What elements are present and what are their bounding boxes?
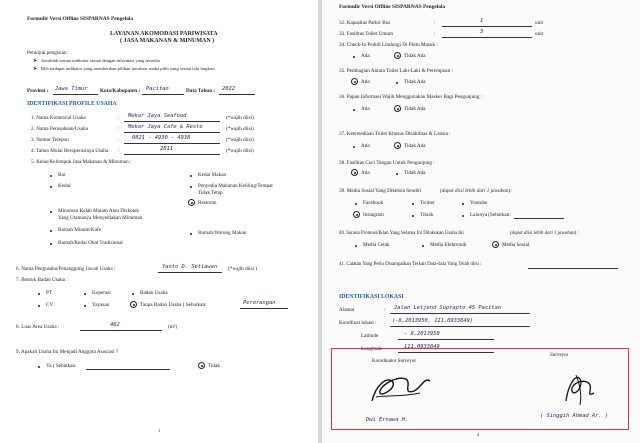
q6-value[interactable]: Yanto D. Setiawan [162,264,218,270]
option-koperasi[interactable]: Koperasi [92,290,111,296]
longitude-label: Longitude [361,346,383,352]
option-facebook[interactable]: Facebook [363,200,384,206]
option-badan-usaha[interactable]: Badan Usaha [140,290,168,296]
option-kedai-makan[interactable]: Kedai Makan [198,172,227,178]
q6-label: 6. Nama Pengusaha/Penanggung Jawab Usaha : [16,266,116,272]
q5-label: 5. Kelas/Kelompok Jasa Makanan & Minuman : [31,159,132,165]
form-page-right: Formulir Versi Offline SISPARNAS Pengelola 32. Kapasitas Parkir Bus : 1 unit 33. Fasilitas Toilet Umum : 3 unit 34. Check-In Peduli Lindungi Di Pintu Masuk : Ada Tidak Ada 35. Pembagian Antara Toilet Laki-Laki & Perempuan : Ada Tidak Ada 36. Papan Informasi Wajib Menggunakan Masker Bagi Pengunjung : Ada Tidak Ada 37. Ketersediaan Toilet Khusus Disabilitas & Lansia : Ada Tidak Ada 38. Fasilitas Cuci Tangan Untuk Pengunjung : Ada Tidak Ada 39. Media Sosial Yang Dikelola Sendiri (dapat diisi lebih dari 1 jawaban): Facebook Twitter Youtube Instagram Tiktok Lainnya (Sebutkan: 40. Sarana Promosi/Iklan Yang Selama Ini Dilakukan Usaha Ini (dapat diisi lebih dari 1 jawaban) : Media Cetak Media Elektronik Media Sosial 41. Catatan Yang Perlu Disampaikan Terkait Data-data Yang Telah diisi : IDENTIFIKASI LOKASI Alamat : Jalan Letjend Suprapto 45 Pacitan Koordinat lokasi : (-8,2013950, 111,0933849) Latitude - 8,2013950 Longitude 111,0933849 4 [322,0,640,443]
radio-tanpa-badan-selected[interactable] [130,301,137,308]
form-page-left: Formulir Versi Offline SISPARNAS Pengelola LAYANAN AKOMODASI PARIWISATA ( JASA MAKANAN & MINUMAN ) Petunjuk pengisian : ➤ Jawablah semua indikator sesuai dengan informasi yang tersedia ➤ Bila terdapat indikator yang memberikan pilihan jawaban, maka pilih yang sesuai lalu lingkari Provinsi : Jawa Timur Kota/Kabupaten : Pacitan Data Tahun : 2022 IDENTIFIKASI PROFILE USAHA 1. Nama Komersial Usaha : Mekar Jaya Seafood (*wajib diisi) 2. Nama Perusahaan/Usaha : Mekar Jaya Cafe & Resto (*wajib diisi) 3. Nomor Telepon : 0821 - 4930 - 4938 (*wajib diisi) 4. Tahun Mulai Beroperasinya Usaha : 2011 (*wajib diisi) 5. Kelas/Kelompok Jasa Makanan & Minuman : Bar Kedai Kedai Makan Penyedia Makanan Keliling/Tempat Tidak Tetap Restoran Minuman Kelab Malam Atau Diskotek Yang Utamanya Menyediakan Minuman Rumah Minum/Kafe Rumah/Warung Makan Rumah/Kedai Obat Tradisional 6. Nama Pengusaha/Penanggung Jawab Usaha : Yanto D. Setiawan (*wajib diisi ) 7. Bentuk Badan Usaha : PT Koperasi Badan Usaha CV Yayasan Tanpa Badan Usaha ( Sebutkan: Perorangan 8. Luas Area Usaha : 462 (m²) 9. Apakah Usaha Ini Menjadi Anggota Asosiasi ? Ya ( Sebutkan: Tidak 1 [0,0,318,443]
option-instagram[interactable]: Instagram [363,212,384,218]
option-media-sosial[interactable]: Media Sosial [502,242,530,248]
radio-tidak-ada-selected[interactable] [394,52,401,59]
form-header: Formulir Versi Offline SISPARNAS Pengelola [339,4,446,10]
option-tidak-ada[interactable]: Tidak Ada [404,106,426,112]
q40-label: 40. Sarana Promosi/Iklan Yang Selama Ini Dilakukan Usaha Ini [339,231,464,236]
q7-label: 7. Bentuk Badan Usaha : [16,277,68,283]
latitude-label: Latitude [361,333,379,339]
q35-label: 35. Pembagian Antara Toilet Laki-Laki & Perempuan : [339,68,453,74]
surveyor-label: Surveyor [550,353,569,358]
wajib-note: (*wajib diisi) [226,126,254,132]
tanpa-badan-value[interactable]: Perorangan [243,300,276,306]
option-tidak-ada[interactable]: Tidak Ada [404,170,426,176]
provinsi-value[interactable]: Jawa Timur [55,86,88,92]
option-media-elektronik[interactable]: Media Elektronik [430,242,467,248]
option-lainnya[interactable]: Lainnya (Sebutkan: [470,212,511,218]
radio-ada-selected[interactable] [351,78,358,85]
q38-label: 38. Fasilitas Cuci Tangan Untuk Pengunjung : [339,160,435,166]
unit-label: unit [535,31,544,37]
option-tidak[interactable]: Tidak [208,363,220,369]
alamat-value[interactable]: Jalan Letjend Suprapto 45 Pacitan [394,305,502,311]
radio-ada-selected[interactable] [351,169,358,176]
option-rumah-minum[interactable]: Rumah Minum/Kafe [58,227,102,233]
q33-value[interactable]: 3 [480,29,484,35]
q2-value[interactable]: Mekar Jaya Cafe & Resto [128,124,203,130]
page-number: 1 [158,428,161,433]
q4-label: 4. Tahun Mulai Beroperasinya Usaha [31,148,109,154]
q40-note: (dapat diisi lebih dari 1 jawaban) : [510,231,580,236]
option-rumah-warung[interactable]: Rumah/Warung Makan [198,230,247,236]
radio-media-sosial-selected[interactable] [492,241,499,248]
q4-value[interactable]: 2011 [160,146,173,152]
q2-label: 2. Nama Perusahaan/Usaha [31,126,88,132]
option-pt[interactable]: PT [46,290,53,296]
option-media-cetak[interactable]: Media Cetak [363,242,390,248]
radio-restoran-selected[interactable] [188,199,195,206]
option-kedai[interactable]: Kedai [58,183,71,189]
q8-unit: (m²) [168,324,178,330]
radio-tidak-selected[interactable] [198,362,205,369]
form-subtitle: ( JASA MAKANAN & MINUMAN ) [120,38,215,44]
koordinator-label: Koordinator Surveyor [372,359,417,364]
option-ada[interactable]: Ada [361,79,370,85]
q36-label: 36. Papan Informasi Wajib Menggunakan Masker Bagi Pengunjung : [339,94,483,100]
kota-label: Kota/Kabupaten : [100,88,141,94]
option-rumah-kedai[interactable]: Rumah/Kedai Obat Tradisional [58,240,123,246]
q33-label: 33. Fasilitas Toilet Umum [339,31,394,37]
wajib-note: (*wajib diisi) [226,137,254,143]
option-yayasan[interactable]: Yayasan [92,302,110,308]
signature-box [331,348,629,430]
q37-label: 37. Ketersediaan Toilet Khusus Disabilitas & Lansia : [339,131,451,137]
wajib-note: (*wajib diisi) [226,115,254,121]
koordinator-name: Dwi Ernawa H. [366,417,409,423]
option-tidak-ada[interactable]: Tidak Ada [404,143,426,149]
wajib-note: (*wajib diisi) [226,148,254,154]
koordinator-signature [362,367,442,411]
option-minuman[interactable]: Minuman Kelab Malam Atau Diskotek [58,208,139,214]
q8-value[interactable]: 462 [110,322,120,328]
page-number: 4 [477,432,480,437]
instruction-item: Bila terdapat indikator yang memberikan pilihan jawaban, maka pilih yang sesuai lalu lingkari [41,66,215,71]
alamat-label: Alamat [339,307,355,313]
form-title: LAYANAN AKOMODASI PARIWISATA [110,31,218,37]
longitude-value[interactable]: 111,0933849 [404,344,440,350]
radio-tidak-ada-selected[interactable] [394,142,401,149]
q39-label: 39. Media Sosial Yang Dikelola Sendiri [339,188,422,194]
option-ya[interactable]: Ya ( Sebutkan: [46,363,77,369]
option-cv[interactable]: CV [46,302,54,308]
instructions-label: Petunjuk pengisian : [27,50,70,56]
provinsi-label: Provinsi : [27,88,49,94]
option-minuman-line2: Yang Utamanya Menyediakan Minuman [58,215,143,221]
kota-value[interactable]: Pacitan [146,86,169,92]
radio-instagram-selected[interactable] [353,211,360,218]
option-bar[interactable]: Bar [58,172,66,178]
radio-tidak-ada-selected[interactable] [394,105,401,112]
q6-wajib: (*wajib diisi ) [228,266,258,272]
section-profile-title: IDENTIFIKASI PROFILE USAHA [27,101,117,107]
koordinat-value[interactable]: (-8,2013950, 111,0933849) [392,318,474,324]
surveyor-signature [546,365,616,411]
option-penyedia-line2: Tidak Tetap [198,190,223,196]
tahun-label: Data Tahun : [186,88,216,94]
option-tidak-ada[interactable]: Tidak Ada [404,53,426,59]
unit-label: unit [535,20,544,26]
option-tanpa-badan[interactable]: Tanpa Badan Usaha ( Sebutkan: [140,302,207,308]
option-restoran[interactable]: Restoran [198,200,217,206]
option-tidak-ada[interactable]: Tidak Ada [404,79,426,85]
option-penyedia[interactable]: Penyedia Makanan Keliling/Tempat [198,183,273,189]
q3-value[interactable]: 0821 - 4930 - 4938 [132,135,191,141]
q41-label: 41. Catatan Yang Perlu Disampaikan Terkait Data-data Yang Telah diisi : [339,262,482,267]
tahun-value[interactable]: 2022 [222,86,235,92]
q8-label: 8. Luas Area Usaha : [16,324,60,330]
surveyor-name: ( Singgih Ahmad Ar. ) [540,413,609,419]
option-ada[interactable]: Ada [361,53,370,59]
section-lokasi-title: IDENTIFIKASI LOKASI [339,294,404,300]
q39-note: (dapat diisi lebih dari 1 jawaban): [440,188,512,194]
arrow-bullet-icon: ➤ [33,67,38,72]
koordinat-label: Koordinat lokasi : [339,320,377,326]
arrow-bullet-icon: ➤ [33,59,38,64]
q9-label: 9. Apakah Usaha Ini Menjadi Anggota Asosiasi ? [16,349,119,355]
q32-label: 32. Kapasitas Parkir Bus [339,20,391,26]
option-ada[interactable]: Ada [361,170,370,176]
q32-value[interactable]: 1 [480,18,484,24]
option-tiktok[interactable]: Tiktok [420,212,434,218]
option-youtube[interactable]: Youtube [470,200,488,206]
form-header: Formulir Versi Offline SISPARNAS Pengelola [27,16,134,22]
option-twitter[interactable]: Twitter [420,200,435,206]
q3-label: 3. Nomor Telepon [31,137,69,143]
option-ada[interactable]: Ada [361,106,370,112]
option-ada[interactable]: Ada [361,143,370,149]
instruction-item: Jawablah semua indikator sesuai dengan informasi yang tersedia [41,58,160,63]
latitude-value[interactable]: - 8,2013950 [404,331,440,337]
q1-value[interactable]: Mekar Jaya Seafood [128,113,187,119]
q1-label: 1. Nama Komersial Usaha [31,115,86,121]
q34-label: 34. Check-In Peduli Lindungi Di Pintu Masuk : [339,42,438,48]
